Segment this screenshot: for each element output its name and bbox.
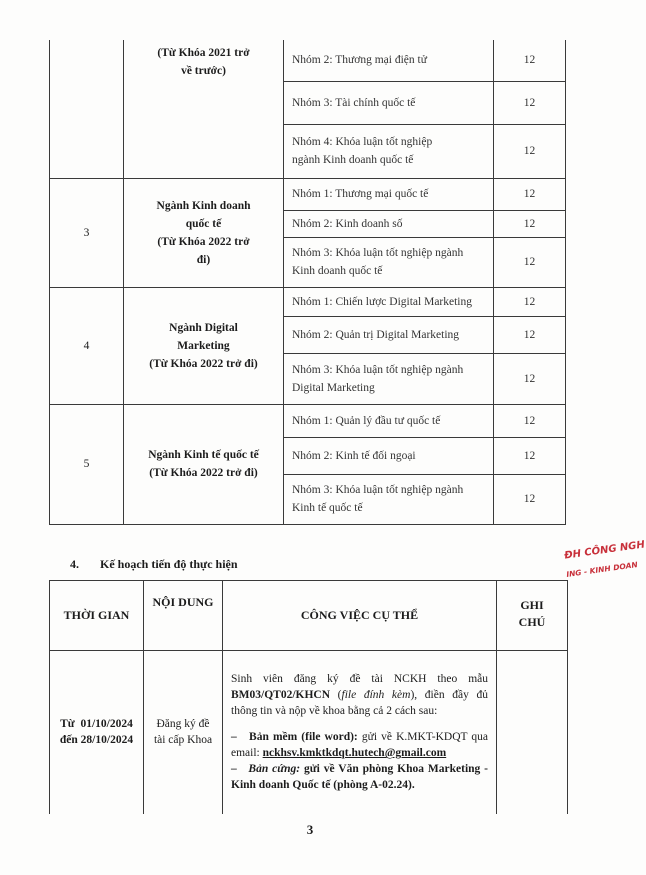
group-cell: Nhóm 3: Khóa luận tốt nghiệp ngành Digital Marketing bbox=[284, 353, 494, 404]
stt-cell: 5 bbox=[50, 404, 124, 524]
red-stamp: ĐH CÔNG NGH ING - KINH DOAN bbox=[563, 539, 646, 579]
table-header-row bbox=[50, 581, 568, 651]
count-cell: 12 bbox=[494, 287, 566, 316]
header-content: NỘI DUNG bbox=[144, 581, 223, 651]
task-paragraph: Sinh viên đăng ký đề tài NCKH theo mẫu BM03/QT02/KHCN (file đính kèm), điền đầy đủ thông tin và nộp về khoa bằng cả 2 cách sau: bbox=[231, 673, 488, 718]
table-row bbox=[50, 287, 566, 316]
time-cell: Từ 01/10/2024 đến 28/10/2024 bbox=[50, 651, 144, 814]
header-time: THỜI GIAN bbox=[50, 581, 144, 651]
schedule-table bbox=[49, 580, 568, 814]
count-cell: 12 bbox=[494, 237, 566, 287]
stt-cell: 4 bbox=[50, 287, 124, 404]
major-cell: (Từ Khóa 2021 trở về trước) bbox=[124, 40, 284, 178]
count-cell: 12 bbox=[494, 81, 566, 124]
count-cell: 12 bbox=[494, 316, 566, 353]
group-cell: Nhóm 3: Khóa luận tốt nghiệp ngành Kinh tế quốc tế bbox=[284, 474, 494, 524]
majors-table bbox=[49, 40, 566, 525]
count-cell: 12 bbox=[494, 210, 566, 237]
major-cell: Ngành Kinh tế quốc tế (Từ Khóa 2022 trở đi) bbox=[124, 404, 284, 524]
header-note: GHI CHÚ bbox=[497, 581, 568, 651]
content-cell: Đăng ký đề tài cấp Khoa bbox=[144, 651, 223, 814]
count-cell: 12 bbox=[494, 353, 566, 404]
group-cell: Nhóm 1: Chiến lược Digital Marketing bbox=[284, 287, 494, 316]
count-cell: 12 bbox=[494, 404, 566, 437]
stt-cell: 3 bbox=[50, 178, 124, 287]
soft-copy-item: – Bản mềm (file word): gửi về K.MKT-KDQT qua email: nckhsv.kmktkdqt.hutech@gmail.com bbox=[231, 731, 489, 760]
table-row bbox=[50, 40, 566, 81]
group-cell: Nhóm 3: Khóa luận tốt nghiệp ngành Kinh doanh quốc tế bbox=[284, 237, 494, 287]
count-cell: 12 bbox=[494, 124, 566, 178]
hard-copy-item: – Bản cứng: gửi về Văn phòng Khoa Marketing - Kinh doanh Quốc tế (phòng A-02.24). bbox=[231, 763, 489, 792]
table-row bbox=[50, 404, 566, 437]
email-link[interactable]: nckhsv.kmktkdqt.hutech@gmail.com bbox=[262, 747, 447, 760]
header-task: CÔNG VIỆC CỤ THỂ bbox=[223, 581, 497, 651]
group-cell: Nhóm 1: Thương mại quốc tế bbox=[284, 178, 494, 210]
stt-cell bbox=[50, 40, 124, 178]
count-cell: 12 bbox=[494, 437, 566, 474]
count-cell: 12 bbox=[494, 474, 566, 524]
section-heading: 4. Kế hoạch tiến độ thực hiện bbox=[70, 557, 238, 571]
group-cell: Nhóm 2: Thương mại điện tử bbox=[284, 40, 494, 81]
task-cell bbox=[223, 651, 497, 814]
group-cell: Nhóm 2: Kinh doanh số bbox=[284, 210, 494, 237]
group-cell: Nhóm 4: Khóa luận tốt nghiệp ngành Kinh doanh quốc tế bbox=[284, 124, 494, 178]
group-cell: Nhóm 1: Quản lý đầu tư quốc tế bbox=[284, 404, 494, 437]
count-cell: 12 bbox=[494, 40, 566, 81]
major-cell: Ngành Digital Marketing (Từ Khóa 2022 trở đi) bbox=[124, 287, 284, 404]
group-cell: Nhóm 2: Quản trị Digital Marketing bbox=[284, 316, 494, 353]
group-cell: Nhóm 2: Kinh tế đối ngoại bbox=[284, 437, 494, 474]
major-cell: Ngành Kinh doanh quốc tế (Từ Khóa 2022 trở đi) bbox=[124, 178, 284, 287]
table-row bbox=[50, 651, 568, 814]
group-cell: Nhóm 3: Tài chính quốc tế bbox=[284, 81, 494, 124]
count-cell: 12 bbox=[494, 178, 566, 210]
table-row bbox=[50, 178, 566, 210]
note-cell bbox=[497, 651, 568, 814]
page-number: 3 bbox=[306, 822, 314, 837]
